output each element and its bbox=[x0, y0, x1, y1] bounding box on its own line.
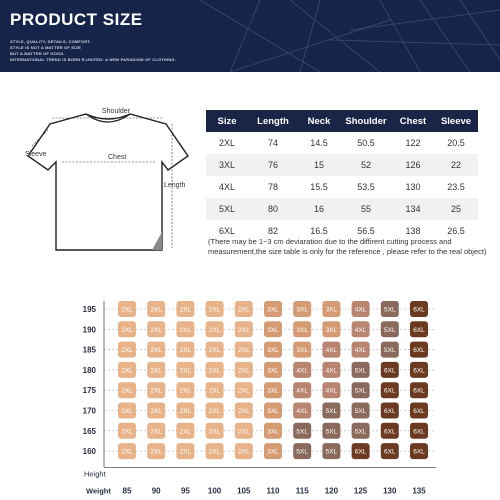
size-cell-label: 6XL bbox=[384, 408, 396, 415]
size-table-cell: 130 bbox=[405, 182, 421, 192]
size-table-cell: 3XL bbox=[206, 154, 248, 176]
size-cell-label: 6XL bbox=[413, 347, 425, 355]
size-table-cell: 22 bbox=[434, 154, 478, 176]
size-cell-label: 5XL bbox=[296, 428, 308, 436]
size-table-row bbox=[206, 198, 478, 220]
x-tick-label: 105 bbox=[237, 486, 251, 496]
size-cell-label: 5XL bbox=[354, 428, 367, 436]
size-table-header: Shoulder bbox=[340, 110, 392, 132]
size-cell-label: 4XL bbox=[296, 408, 308, 415]
size-cell-label: 5XL bbox=[354, 387, 367, 395]
size-cell-label: 2XL bbox=[208, 306, 221, 314]
sleeve-label: Sleeve bbox=[25, 151, 47, 158]
size-cell-label: 6XL bbox=[413, 367, 425, 375]
size-cell-label: 2XL bbox=[150, 387, 162, 395]
size-table-cell: 20.5 bbox=[447, 138, 465, 148]
banner-subtitle: STYLE IS NOT A MATTER OF SIZE bbox=[10, 45, 81, 50]
x-axis-label: Weight bbox=[86, 486, 111, 496]
size-cell-label: 5XL bbox=[354, 408, 367, 415]
size-cell-label: 5XL bbox=[325, 428, 338, 436]
size-table-cell: 122 bbox=[405, 138, 421, 148]
height-weight-grid bbox=[0, 295, 500, 500]
size-table-cell: 16.5 bbox=[310, 226, 328, 236]
size-table-header-row bbox=[206, 110, 478, 132]
size-cell-label: 2XL bbox=[121, 387, 133, 395]
size-cell-label: 3XL bbox=[267, 448, 279, 456]
size-cell-label: 2XL bbox=[121, 448, 133, 456]
size-table-cell: 82 bbox=[267, 226, 278, 236]
size-cell-label: 2XL bbox=[150, 448, 162, 456]
y-tick-label: 185 bbox=[82, 345, 96, 355]
size-table bbox=[206, 110, 478, 242]
y-tick-label: 190 bbox=[82, 325, 96, 335]
size-cell-label: 3XL bbox=[267, 347, 279, 355]
size-cell-label: 2XL bbox=[121, 326, 133, 334]
size-cell-label: 5XL bbox=[354, 367, 367, 375]
size-cell-label: 2XL bbox=[238, 428, 250, 436]
size-cell-label: 6XL bbox=[413, 448, 425, 456]
y-tick-label: 180 bbox=[82, 365, 96, 375]
size-cell-label: 3XL bbox=[296, 347, 308, 355]
size-cell-label: 6XL bbox=[354, 448, 367, 456]
size-cell-label: 3XL bbox=[267, 387, 279, 395]
size-cell-label: 2XL bbox=[238, 448, 250, 456]
size-cell-label: 2XL bbox=[150, 408, 162, 415]
size-cell-label: 6XL bbox=[413, 408, 425, 415]
size-cell-label: 2XL bbox=[179, 387, 192, 395]
size-cell-label: 2XL bbox=[179, 306, 192, 314]
y-tick-label: 175 bbox=[82, 386, 96, 396]
size-cell-label: 3XL bbox=[267, 306, 279, 314]
size-cell-label: 4XL bbox=[354, 306, 367, 314]
size-table-cell: 134 bbox=[392, 198, 434, 220]
size-cell-label: 5XL bbox=[325, 408, 338, 415]
page-title: PRODUCT SIZE bbox=[10, 10, 143, 29]
size-cell-label: 2XL bbox=[150, 367, 162, 375]
size-cell-label: 4XL bbox=[354, 347, 367, 355]
size-cell-label: 6XL bbox=[413, 306, 425, 314]
size-cell-label: 2XL bbox=[121, 408, 133, 415]
y-axis-label: Height bbox=[84, 469, 106, 479]
size-cell-label: 2XL bbox=[208, 367, 221, 375]
size-table-cell: 76 bbox=[248, 154, 298, 176]
size-cell-label: 2XL bbox=[238, 306, 250, 314]
size-table-cell: 80 bbox=[248, 198, 298, 220]
size-cell-label: 3XL bbox=[267, 408, 279, 415]
size-cell-label: 2XL bbox=[208, 326, 221, 334]
chest-label: Chest bbox=[108, 154, 127, 161]
size-cell-label: 2XL bbox=[121, 367, 133, 375]
size-table-cell: 15 bbox=[298, 154, 340, 176]
x-tick-label: 110 bbox=[266, 486, 280, 496]
size-cell-label: 6XL bbox=[384, 367, 396, 375]
size-table-cell: 25 bbox=[434, 198, 478, 220]
x-tick-label: 85 bbox=[122, 486, 132, 496]
size-table-cell: 56.5 bbox=[357, 226, 375, 236]
size-cell-label: 3XL bbox=[267, 428, 279, 436]
size-table-header: Length bbox=[248, 110, 298, 132]
x-tick-label: 120 bbox=[324, 486, 339, 496]
size-table-cell: 23.5 bbox=[447, 182, 465, 192]
tshirt-outline bbox=[22, 100, 194, 260]
size-cell-label: 2XL bbox=[208, 448, 221, 456]
banner-subtitle: BUT A MATTER OF GOOD. bbox=[10, 51, 65, 56]
x-tick-label: 95 bbox=[180, 486, 190, 496]
size-table-cell: 16 bbox=[298, 198, 340, 220]
size-cell-label: 2XL bbox=[179, 347, 192, 355]
size-cell-label: 5XL bbox=[384, 347, 396, 355]
size-cell-label: 2XL bbox=[208, 347, 221, 355]
size-cell-label: 2XL bbox=[238, 347, 250, 355]
size-table-cell: 15.5 bbox=[310, 182, 328, 192]
x-tick-label: 90 bbox=[151, 486, 161, 496]
y-tick-label: 160 bbox=[82, 447, 96, 457]
size-cell-label: 2XL bbox=[179, 428, 192, 436]
size-table-cell: 126 bbox=[392, 154, 434, 176]
size-cell-label: 2XL bbox=[121, 347, 133, 355]
size-cell-label: 2XL bbox=[150, 326, 162, 334]
size-note: (There may be 1~3 cm deviaration due to the diffirent cutting process and measurement,the size table is only for the reference , please refer to the real object) bbox=[208, 237, 487, 256]
size-table-header: Sleeve bbox=[434, 110, 478, 132]
size-table-cell: 14.5 bbox=[310, 138, 328, 148]
y-tick-label: 165 bbox=[82, 426, 96, 436]
size-table-header: Neck bbox=[298, 110, 340, 132]
size-cell-label: 6XL bbox=[384, 448, 396, 456]
header-banner bbox=[0, 0, 500, 72]
size-cell-label: 4XL bbox=[325, 367, 338, 375]
size-cell-label: 2XL bbox=[208, 387, 221, 395]
size-table-cell: 6XL bbox=[218, 226, 235, 236]
size-cell-label: 3XL bbox=[325, 306, 338, 314]
size-cell-label: 2XL bbox=[238, 408, 250, 415]
size-table-row bbox=[206, 176, 478, 198]
size-cell-label: 2XL bbox=[238, 326, 250, 334]
size-cell-label: 3XL bbox=[267, 367, 279, 375]
size-table-cell: 53.5 bbox=[357, 182, 375, 192]
size-cell-label: 6XL bbox=[384, 428, 396, 436]
banner-subtitle: INTERNATIONAL TREND IS BORN R-UNITED: A NEW PARADIGM OF CLOTHING. bbox=[10, 57, 177, 62]
size-cell-label: 2XL bbox=[121, 428, 133, 436]
size-table-header: Chest bbox=[392, 110, 434, 132]
y-tick-label: 170 bbox=[82, 406, 96, 416]
size-cell-label: 5XL bbox=[296, 448, 308, 456]
size-table-cell: 50.5 bbox=[357, 138, 375, 148]
size-table-cell: 4XL bbox=[218, 182, 235, 192]
size-cell-label: 6XL bbox=[413, 428, 425, 436]
size-table-cell: 74 bbox=[267, 138, 278, 148]
size-cell-label: 3XL bbox=[267, 326, 279, 334]
size-cell-label: 2XL bbox=[121, 306, 133, 314]
x-tick-label: 130 bbox=[383, 486, 397, 496]
size-cell-label: 2XL bbox=[150, 347, 162, 355]
size-cell-label: 5XL bbox=[384, 326, 396, 334]
size-cell-label: 4XL bbox=[296, 387, 308, 395]
size-cell-label: 3XL bbox=[296, 306, 308, 314]
size-cell-label: 2XL bbox=[179, 448, 192, 456]
height-weight-chart bbox=[0, 295, 500, 500]
tshirt-diagram bbox=[22, 100, 194, 260]
size-cell-label: 4XL bbox=[296, 367, 308, 375]
size-cell-label: 3XL bbox=[296, 326, 308, 334]
size-cell-label: 4XL bbox=[325, 387, 338, 395]
x-tick-label: 135 bbox=[412, 486, 426, 496]
size-cell-label: 6XL bbox=[413, 326, 425, 334]
size-cell-label: 4XL bbox=[325, 347, 338, 355]
length-label: Length bbox=[164, 182, 186, 189]
size-table-row bbox=[206, 132, 478, 154]
size-cell-label: 2XL bbox=[150, 306, 162, 314]
size-table-cell: 26.5 bbox=[447, 226, 465, 236]
size-cell-label: 6XL bbox=[413, 387, 425, 395]
size-table-row bbox=[206, 154, 478, 176]
size-cell-label: 2XL bbox=[238, 367, 250, 375]
size-table-cell: 2XL bbox=[218, 138, 235, 148]
size-cell-label: 2XL bbox=[208, 408, 221, 415]
size-cell-label: 2XL bbox=[208, 428, 221, 436]
x-tick-label: 115 bbox=[295, 486, 309, 496]
size-table-cell: 52 bbox=[340, 154, 392, 176]
size-cell-label: 2XL bbox=[150, 428, 162, 436]
banner-subtitle: STYLE, QUALITY, DETAILS, COMFORT. bbox=[10, 39, 91, 44]
size-table-cell: 138 bbox=[405, 226, 421, 236]
size-cell-label: 3XL bbox=[325, 326, 338, 334]
x-tick-label: 125 bbox=[353, 486, 368, 496]
size-table-cell: 55 bbox=[340, 198, 392, 220]
size-cell-label: 4XL bbox=[354, 326, 367, 334]
size-cell-label: 5XL bbox=[384, 306, 396, 314]
shoulder-label: Shoulder bbox=[102, 108, 131, 115]
size-table-cell: 5XL bbox=[206, 198, 248, 220]
size-cell-label: 5XL bbox=[325, 448, 338, 456]
size-cell-label: 6XL bbox=[384, 387, 396, 395]
y-tick-label: 195 bbox=[82, 305, 96, 314]
size-cell-label: 2XL bbox=[238, 387, 250, 395]
x-tick-label: 100 bbox=[207, 486, 222, 496]
size-table-cell: 78 bbox=[267, 182, 278, 192]
size-table-header: Size bbox=[206, 110, 248, 132]
size-cell-label: 2XL bbox=[179, 367, 192, 375]
size-cell-label: 2XL bbox=[179, 326, 192, 334]
size-cell-label: 2XL bbox=[179, 408, 192, 415]
